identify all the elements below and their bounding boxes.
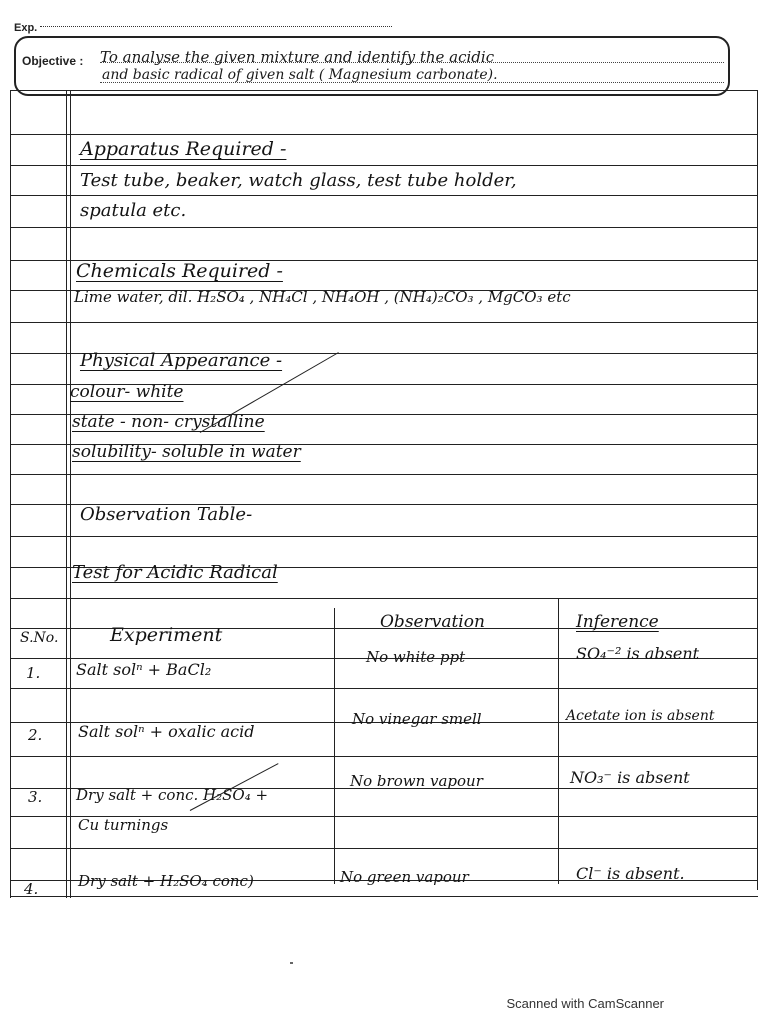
row-experiment-continued: Cu turnings [78, 816, 169, 834]
rule-line [10, 195, 758, 196]
physical-state: state - non- crystalline [72, 412, 265, 432]
rule-line [10, 474, 758, 475]
row-inference: Cl⁻ is absent. [576, 864, 685, 883]
rule-line [10, 598, 758, 599]
row-inference: NO₃⁻ is absent [570, 768, 690, 787]
physical-solubility: solubility- soluble in water [72, 442, 301, 462]
rule-line [10, 756, 758, 757]
experiment-label: Exp. [14, 22, 38, 34]
row-experiment: Dry salt + conc. H₂SO₄ + [76, 786, 269, 804]
margin-line [70, 90, 71, 898]
rule-line [10, 322, 758, 323]
acidic-radical-heading: Test for Acidic Radical [72, 562, 278, 583]
row-observation: No vinegar smell [352, 710, 482, 728]
row-number: 2. [28, 726, 43, 744]
rule-line [10, 165, 758, 166]
margin-line [66, 90, 67, 898]
rule-line [10, 848, 758, 849]
objective-text-line-2: and basic radical of given salt ( Magnesium carbonate). [102, 67, 498, 83]
table-column-separator [558, 598, 559, 884]
apparatus-line-2: spatula etc. [80, 200, 187, 221]
row-observation: No brown vapour [350, 772, 483, 790]
rule-line [10, 227, 758, 228]
row-experiment: Salt solⁿ + BaCl₂ [76, 660, 212, 679]
table-header-observation: Observation [380, 612, 485, 632]
ruled-page [10, 90, 758, 898]
row-observation: No white ppt [366, 648, 466, 666]
row-experiment: Salt solⁿ + oxalic acid [78, 722, 255, 741]
objective-text-line-1: To analyse the given mixture and identify the acidic [100, 48, 495, 66]
objective-label: Objective : [22, 54, 84, 68]
physical-heading: Physical Appearance - [80, 350, 283, 371]
rule-line [10, 688, 758, 689]
apparatus-line-1: Test tube, beaker, watch glass, test tube holder, [80, 170, 517, 191]
observation-heading: Observation Table- [80, 504, 253, 525]
row-experiment: Dry salt + H₂SO₄ conc) [78, 872, 254, 890]
table-header-inference: Inference [576, 612, 659, 632]
table-header-experiment: Experiment [110, 624, 223, 646]
chemicals-heading: Chemicals Required - [76, 260, 283, 282]
stray-mark [290, 962, 293, 964]
row-number: 4. [24, 880, 39, 898]
experiment-dotted-line [40, 26, 392, 27]
scanner-watermark: Scanned with CamScanner [506, 996, 664, 1011]
objective-box [14, 36, 730, 96]
rule-line [10, 536, 758, 537]
physical-colour: colour- white [70, 382, 184, 402]
rule-line [10, 896, 758, 897]
chemicals-line-1: Lime water, dil. H₂SO₄ , NH₄Cl , NH₄OH , (NH₄)₂CO₃ , MgCO₃ etc [74, 288, 571, 306]
row-observation: No green vapour [340, 868, 469, 886]
page-left-border [10, 90, 11, 898]
row-inference: Acetate ion is absent [566, 708, 715, 724]
apparatus-heading: Apparatus Required - [80, 138, 287, 160]
row-inference: SO₄⁻² is absent [576, 644, 700, 663]
rule-line [10, 90, 758, 91]
page-right-border [757, 90, 758, 890]
row-number: 3. [28, 788, 43, 806]
table-column-separator [334, 608, 335, 884]
row-number: 1. [26, 664, 41, 682]
rule-line [10, 134, 758, 135]
table-header-sno: S.No. [20, 630, 59, 646]
